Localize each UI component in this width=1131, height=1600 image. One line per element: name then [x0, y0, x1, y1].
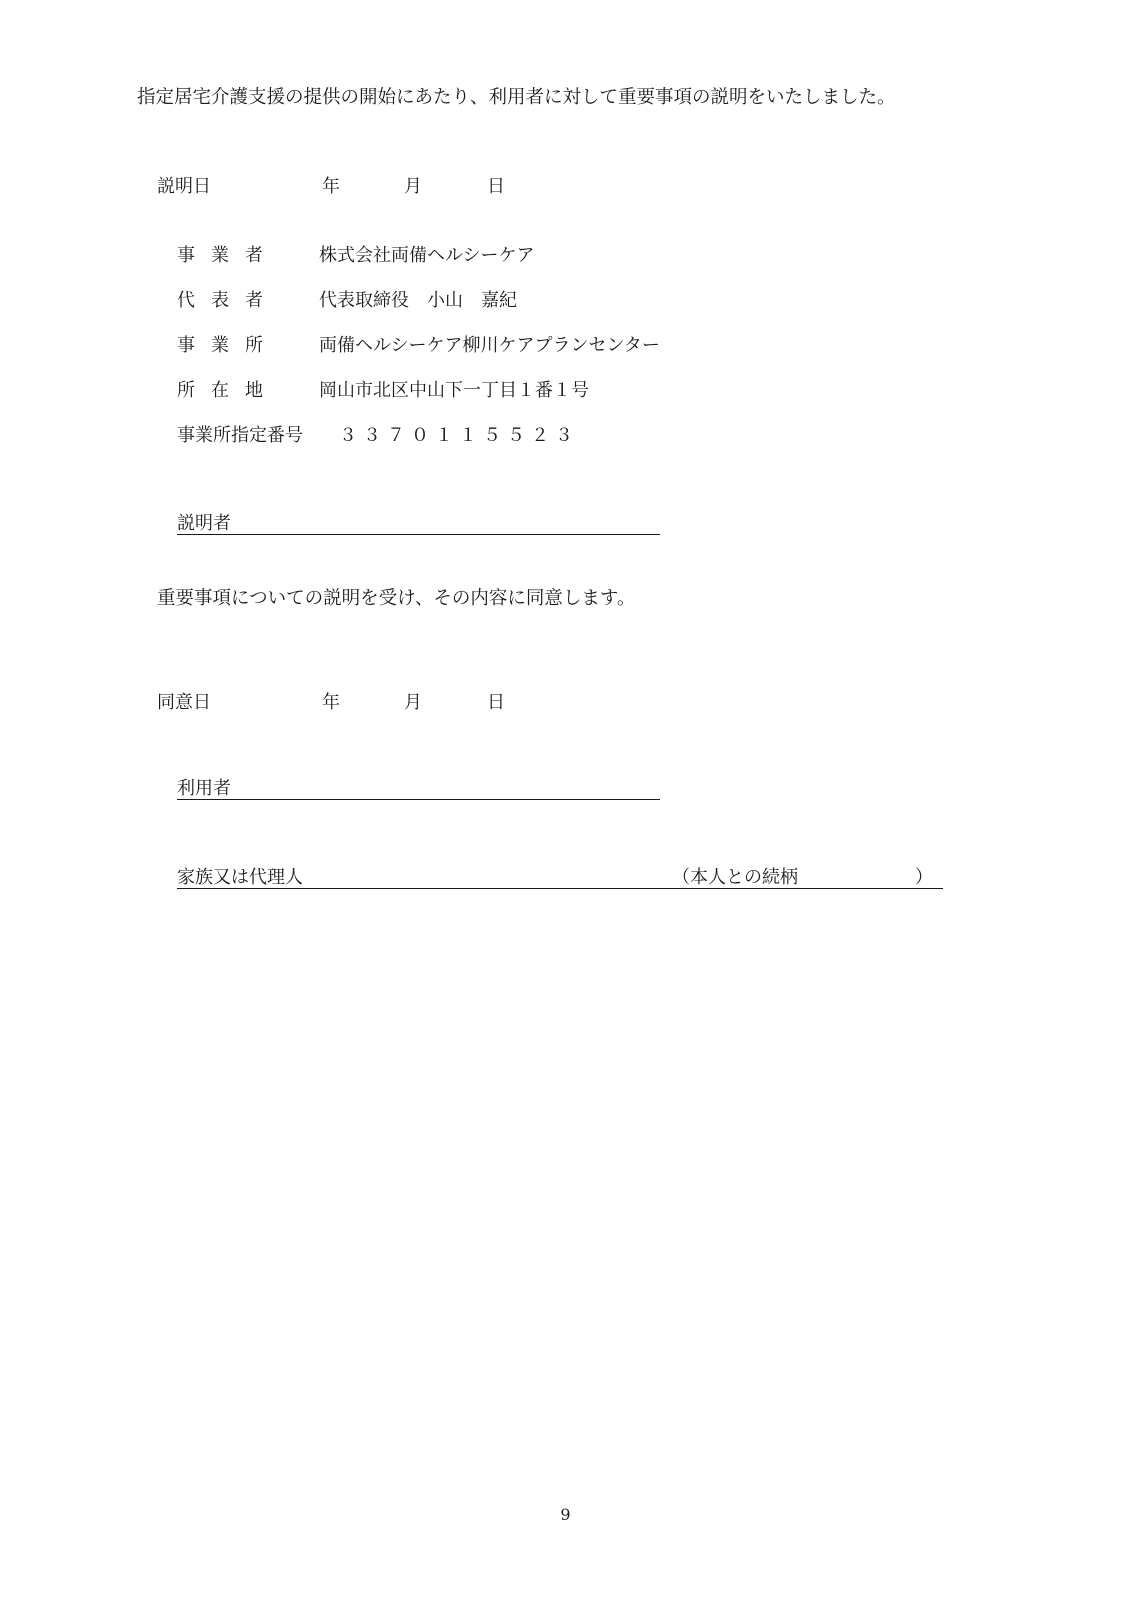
consent-month-unit: 月: [404, 692, 422, 713]
provider-value: 岡山市北区中山下一丁目１番１号: [319, 380, 589, 401]
family-label: 家族又は代理人: [177, 867, 303, 888]
consent-day-unit: 日: [487, 692, 505, 713]
provider-value: 株式会社両備ヘルシーケア: [319, 245, 535, 266]
provider-label: 事業者: [177, 245, 279, 266]
provider-label: 所在地: [177, 380, 279, 401]
provider-row-address: [177, 382, 589, 400]
explainer-label: 説明者: [177, 513, 231, 534]
user-signature-line[interactable]: [177, 777, 660, 800]
explanation-year-unit: 年: [322, 176, 340, 197]
consent-statement: 重要事項についての説明を受け、その内容に同意します。: [157, 588, 636, 609]
provider-label: 事業所: [177, 335, 279, 356]
user-label: 利用者: [177, 778, 231, 799]
provider-value: 代表取締役 小山 嘉紀: [319, 290, 517, 311]
provider-label: 代表者: [177, 290, 279, 311]
provider-row-office: [177, 337, 660, 355]
provider-value: ３３７０１１５５２３: [339, 425, 579, 446]
explanation-date-label: 説明日: [157, 176, 211, 197]
relation-close-paren: ）: [915, 867, 933, 888]
intro-statement: 指定居宅介護支援の提供の開始にあたり、利用者に対して重要事項の説明をいたしました。: [137, 87, 896, 108]
consent-date-label: 同意日: [157, 692, 211, 713]
provider-row-business: [177, 247, 535, 265]
provider-value: 両備ヘルシーケア柳川ケアプランセンター: [319, 335, 660, 356]
explanation-month-unit: 月: [404, 176, 422, 197]
provider-label: 事業所指定番号: [177, 425, 303, 446]
relation-open-label: （本人との続柄: [672, 867, 798, 888]
family-signature-line[interactable]: [177, 866, 943, 889]
page-number: 9: [560, 1505, 571, 1524]
provider-row-representative: [177, 292, 517, 310]
consent-year-unit: 年: [322, 692, 340, 713]
provider-row-designation-number: [177, 427, 579, 445]
explanation-day-unit: 日: [487, 176, 505, 197]
explainer-signature-line[interactable]: [177, 512, 660, 535]
